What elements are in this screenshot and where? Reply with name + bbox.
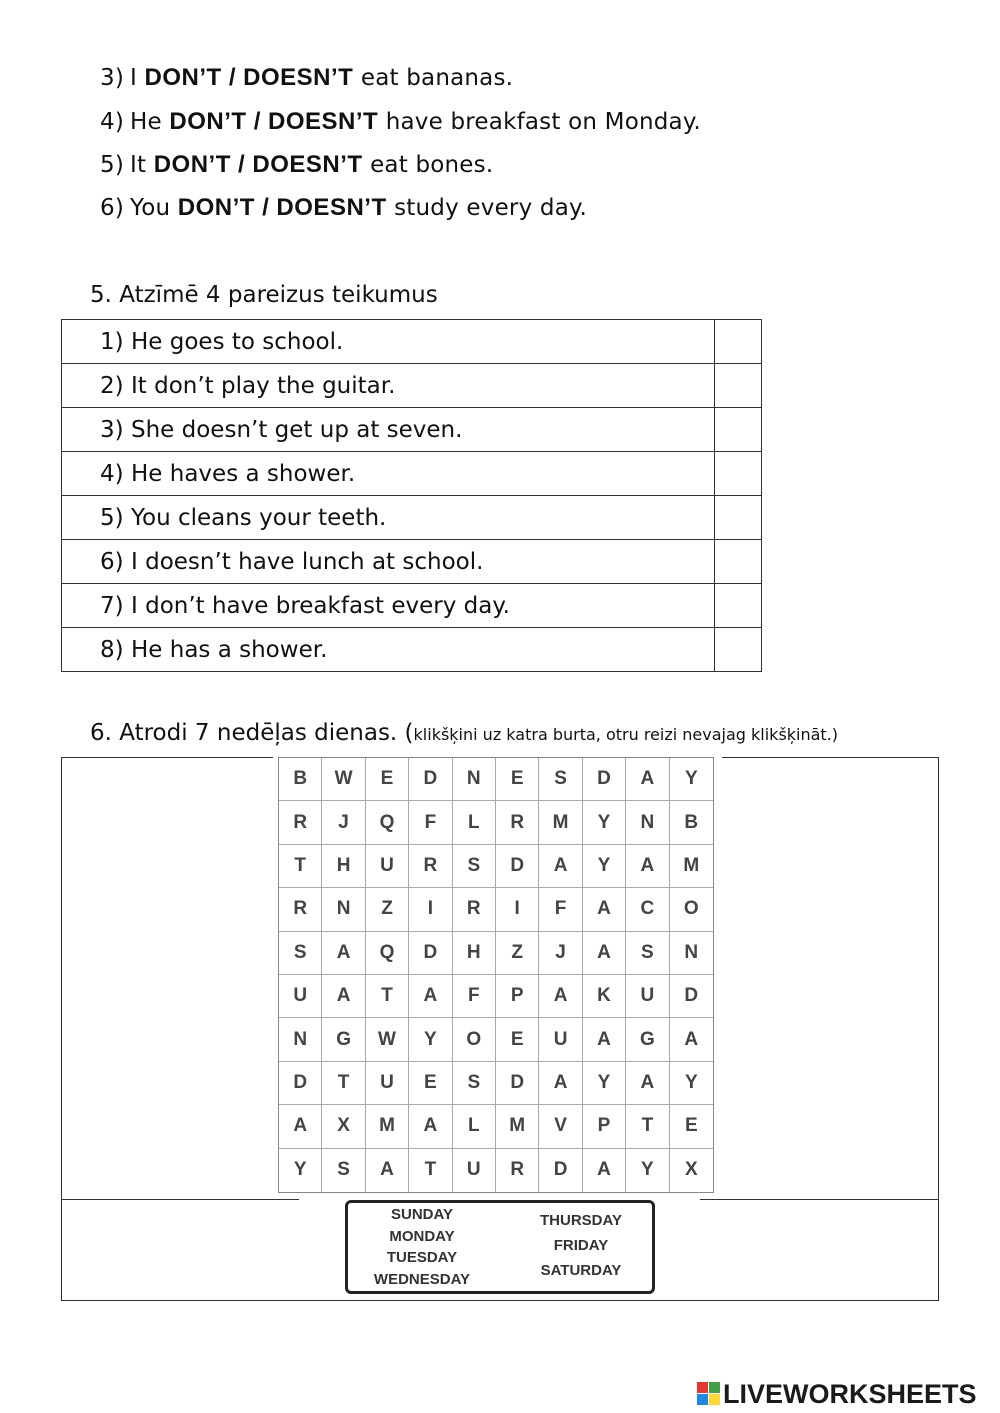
section-6-heading xyxy=(90,720,838,746)
grid-letter[interactable]: K xyxy=(583,975,626,1018)
grid-letter[interactable]: G xyxy=(626,1018,669,1061)
grid-letter[interactable]: N xyxy=(626,801,669,844)
row-number: 8) xyxy=(100,636,124,663)
sentence-rest: eat bananas. xyxy=(360,65,514,91)
sentence-check-table xyxy=(61,319,762,672)
grid-letter[interactable]: Y xyxy=(626,1149,669,1192)
grid-letter[interactable]: P xyxy=(496,975,539,1018)
grid-letter[interactable]: A xyxy=(583,932,626,975)
sentence-subject: You xyxy=(130,195,171,221)
grid-letter[interactable]: I xyxy=(409,888,452,931)
sentence-line xyxy=(100,108,701,136)
grid-letter[interactable]: M xyxy=(496,1105,539,1148)
grid-letter[interactable]: T xyxy=(322,1062,365,1105)
row-number: 5) xyxy=(100,504,124,531)
grid-letter[interactable]: U xyxy=(453,1149,496,1192)
sentence-cell xyxy=(62,584,715,628)
grid-letter[interactable]: U xyxy=(279,975,322,1018)
grid-letter[interactable]: U xyxy=(539,1018,582,1061)
sentence-subject: It xyxy=(130,152,147,178)
grid-letter[interactable]: Y xyxy=(583,845,626,888)
section-6-heading-main: 6. Atrodi 7 nedēļas dienas. ( xyxy=(90,720,414,746)
grid-letter[interactable]: A xyxy=(583,1018,626,1061)
grid-letter[interactable]: E xyxy=(496,758,539,801)
check-box[interactable] xyxy=(715,320,762,364)
grid-letter[interactable]: A xyxy=(583,888,626,931)
check-box[interactable] xyxy=(715,408,762,452)
grid-letter[interactable]: D xyxy=(496,1062,539,1105)
grid-letter[interactable]: R xyxy=(496,801,539,844)
sentence-subject: I xyxy=(130,65,137,91)
sentence-line xyxy=(100,194,587,222)
grid-letter[interactable]: G xyxy=(322,1018,365,1061)
grid-letter[interactable]: R xyxy=(453,888,496,931)
grid-letter[interactable]: A xyxy=(583,1149,626,1192)
grid-letter[interactable]: X xyxy=(684,1159,698,1181)
grid-letter[interactable]: S xyxy=(453,1062,496,1105)
table-row xyxy=(62,408,762,452)
row-sentence: I doesn’t have lunch at school. xyxy=(131,548,484,575)
grid-letter[interactable]: P xyxy=(583,1105,626,1148)
grid-letter[interactable]: D xyxy=(496,845,539,888)
check-box[interactable] xyxy=(715,540,762,584)
frame-bottom xyxy=(61,1300,939,1301)
grid-letter[interactable]: A xyxy=(322,932,365,975)
word-item: SATURDAY xyxy=(540,1262,622,1279)
sentence-rest: have breakfast on Monday. xyxy=(385,109,701,135)
verb-options[interactable]: DON’T / DOESN’T xyxy=(144,64,354,91)
check-box[interactable] xyxy=(715,364,762,408)
row-number: 7) xyxy=(100,592,124,619)
row-sentence: It don’t play the guitar. xyxy=(131,372,396,399)
check-box[interactable] xyxy=(715,496,762,540)
sentence-cell xyxy=(62,540,715,584)
grid-letter[interactable]: D xyxy=(409,932,452,975)
check-box[interactable] xyxy=(715,452,762,496)
sentence-number: 5) xyxy=(100,152,125,178)
grid-letter[interactable]: J xyxy=(322,801,365,844)
grid-letter[interactable]: A xyxy=(626,1062,669,1105)
table-row xyxy=(62,452,762,496)
grid-letter[interactable]: B xyxy=(670,801,713,844)
check-box[interactable] xyxy=(715,628,762,672)
sentence-line xyxy=(100,64,513,92)
grid-letter[interactable]: Y xyxy=(583,1062,626,1105)
grid-letter[interactable]: Y xyxy=(583,801,626,844)
grid-letter[interactable]: D xyxy=(583,758,626,801)
grid-letter[interactable]: A xyxy=(626,845,669,888)
grid-letter[interactable]: E xyxy=(409,1062,452,1105)
verb-options[interactable]: DON’T / DOESN’T xyxy=(153,151,363,178)
verb-options[interactable]: DON’T / DOESN’T xyxy=(169,108,379,135)
frame-top-left xyxy=(61,757,273,758)
frame-left xyxy=(61,757,62,1300)
grid-letter[interactable]: U xyxy=(366,845,409,888)
grid-letter[interactable]: A xyxy=(409,1105,452,1148)
grid-letter[interactable]: Y xyxy=(409,1018,452,1061)
grid-letter[interactable]: I xyxy=(496,888,539,931)
row-sentence: He haves a shower. xyxy=(131,460,356,487)
grid-letter[interactable]: S xyxy=(539,758,582,801)
word-search-grid xyxy=(278,757,714,1193)
grid-letter[interactable]: B xyxy=(279,758,322,801)
row-sentence: He has a shower. xyxy=(131,636,328,663)
row-sentence: I don’t have breakfast every day. xyxy=(131,592,510,619)
word-item: THURSDAY xyxy=(540,1212,622,1229)
word-item: TUESDAY xyxy=(386,1249,458,1266)
row-number: 1) xyxy=(100,328,124,355)
grid-letter[interactable]: Y xyxy=(279,1149,322,1192)
grid-letter[interactable]: A xyxy=(626,758,669,801)
liveworksheets-logo xyxy=(697,1377,977,1411)
frame-top-right xyxy=(722,757,938,758)
sentence-rest: eat bones. xyxy=(370,152,494,178)
grid-letter[interactable]: Y xyxy=(670,758,713,801)
grid-letter[interactable]: W xyxy=(366,1018,409,1061)
grid-letter[interactable]: S xyxy=(322,1149,365,1192)
grid-letter[interactable]: M xyxy=(539,801,582,844)
frame-middle-right xyxy=(700,1199,938,1200)
verb-options[interactable]: DON’T / DOESN’T xyxy=(177,194,387,221)
grid-letter[interactable]: N xyxy=(322,888,365,931)
grid-letter[interactable]: E xyxy=(496,1018,539,1061)
grid-letter[interactable]: D xyxy=(670,975,713,1018)
grid-letter[interactable]: S xyxy=(453,845,496,888)
sentence-number: 6) xyxy=(100,195,125,221)
sentence-cell xyxy=(62,320,715,364)
grid-letter[interactable]: L xyxy=(453,801,496,844)
frame-middle-left xyxy=(61,1199,299,1200)
grid-letter[interactable]: T xyxy=(409,1149,452,1192)
word-list-box xyxy=(345,1200,655,1294)
table-row xyxy=(62,496,762,540)
grid-letter[interactable]: J xyxy=(539,932,582,975)
word-item: FRIDAY xyxy=(553,1237,609,1254)
grid-letter[interactable]: E xyxy=(366,758,409,801)
grid-letter[interactable]: Y xyxy=(670,1062,713,1105)
grid-letter[interactable]: A xyxy=(279,1105,322,1148)
grid-letter[interactable]: A xyxy=(322,975,365,1018)
row-number: 4) xyxy=(100,460,124,487)
logo-text: LIVEWORKSHEETS xyxy=(723,1378,977,1409)
grid-letter[interactable]: N xyxy=(670,932,713,975)
word-item: MONDAY xyxy=(389,1227,455,1245)
grid-letter[interactable]: R xyxy=(279,888,322,931)
sentence-cell xyxy=(62,408,715,452)
grid-letter[interactable]: S xyxy=(626,932,669,975)
grid-letter[interactable]: F xyxy=(539,888,582,931)
grid-letter[interactable]: N xyxy=(453,758,496,801)
grid-letter[interactable]: F xyxy=(453,975,496,1018)
grid-letter[interactable]: E xyxy=(670,1105,713,1148)
grid-letter[interactable]: T xyxy=(626,1105,669,1148)
grid-letter[interactable]: U xyxy=(366,1062,409,1105)
sentence-cell xyxy=(62,628,715,672)
grid-letter[interactable]: H xyxy=(322,845,365,888)
table-row xyxy=(62,364,762,408)
word-item: WEDNESDAY xyxy=(373,1270,471,1288)
grid-letter[interactable]: T xyxy=(279,845,322,888)
section-6-instruction: klikšķini uz katra burta, otru reizi nevajag klikšķināt.) xyxy=(413,725,839,744)
sentence-cell xyxy=(62,364,715,408)
grid-letter[interactable]: A xyxy=(539,1062,582,1105)
grid-letter[interactable]: X xyxy=(322,1105,365,1148)
row-number: 6) xyxy=(100,548,124,575)
word-item: SUNDAY xyxy=(391,1206,453,1223)
grid-letter[interactable]: N xyxy=(279,1018,322,1061)
grid-letter[interactable]: S xyxy=(279,932,322,975)
sentence-cell xyxy=(62,496,715,540)
grid-letter[interactable]: F xyxy=(409,801,452,844)
grid-letter[interactable]: W xyxy=(322,758,365,801)
grid-letter[interactable]: T xyxy=(366,975,409,1018)
grid-letter[interactable]: Q xyxy=(366,801,409,844)
table-row xyxy=(62,540,762,584)
table-row xyxy=(62,320,762,364)
grid-letter[interactable]: Q xyxy=(366,932,409,975)
row-number: 3) xyxy=(100,416,124,443)
grid-letter[interactable]: D xyxy=(279,1062,322,1105)
table-row xyxy=(62,584,762,628)
row-sentence: He goes to school. xyxy=(131,328,344,355)
grid-letter[interactable]: A xyxy=(539,845,582,888)
grid-letter[interactable]: A xyxy=(409,975,452,1018)
section-5-heading: 5. Atzīmē 4 pareizus teikumus xyxy=(90,282,438,308)
grid-letter[interactable]: Z xyxy=(366,888,409,931)
grid-letter[interactable]: R xyxy=(279,801,322,844)
grid-letter[interactable]: A xyxy=(539,975,582,1018)
row-sentence: She doesn’t get up at seven. xyxy=(131,416,463,443)
grid-letter[interactable]: H xyxy=(453,932,496,975)
check-box[interactable] xyxy=(715,584,762,628)
sentence-cell xyxy=(62,452,715,496)
grid-letter[interactable]: L xyxy=(453,1105,496,1148)
sentence-number: 4) xyxy=(100,109,125,135)
grid-letter[interactable]: R xyxy=(496,1149,539,1192)
sentence-line xyxy=(100,151,493,179)
row-sentence: You cleans your teeth. xyxy=(131,504,387,531)
grid-letter[interactable]: M xyxy=(670,845,713,888)
grid-letter[interactable]: D xyxy=(409,758,452,801)
grid-letter[interactable]: O xyxy=(670,888,713,931)
grid-letter[interactable]: V xyxy=(539,1105,582,1148)
grid-letter[interactable]: D xyxy=(539,1149,582,1192)
grid-letter[interactable]: O xyxy=(453,1018,496,1061)
sentence-subject: He xyxy=(130,109,162,135)
grid-letter[interactable]: C xyxy=(626,888,669,931)
grid-letter[interactable]: M xyxy=(366,1105,409,1148)
sentence-number: 3) xyxy=(100,65,125,91)
grid-letter[interactable]: R xyxy=(409,845,452,888)
logo-icon xyxy=(697,1382,721,1406)
grid-letter[interactable]: U xyxy=(626,975,669,1018)
grid-letter[interactable]: A xyxy=(366,1149,409,1192)
grid-letter[interactable]: Z xyxy=(496,932,539,975)
table-row xyxy=(62,628,762,672)
grid-letter[interactable]: A xyxy=(670,1018,713,1061)
row-number: 2) xyxy=(100,372,124,399)
sentence-rest: study every day. xyxy=(394,195,588,221)
frame-right xyxy=(938,757,939,1300)
